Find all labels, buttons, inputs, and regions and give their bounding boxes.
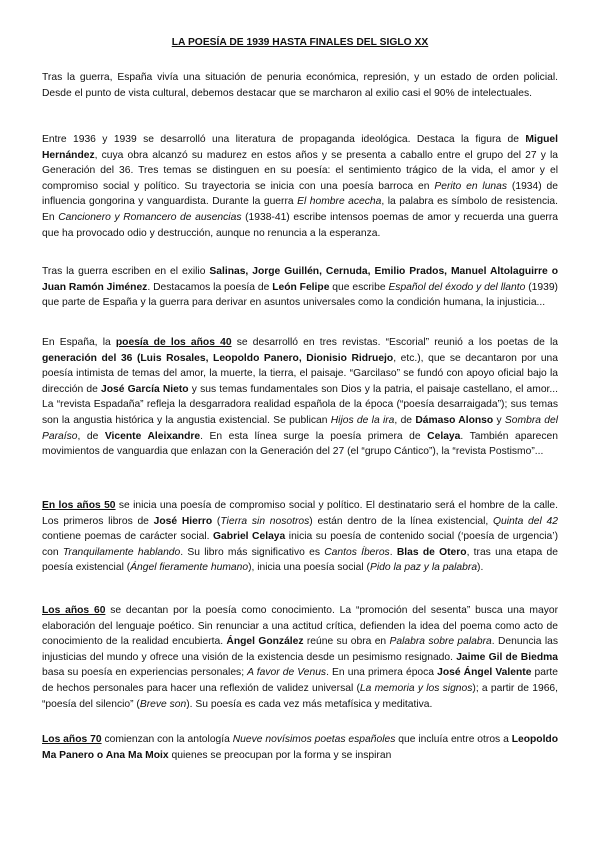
book-title: Nueve novísimos poetas españoles [232, 734, 396, 745]
book-title: Hijos de la ira [330, 414, 395, 426]
text: , de [394, 414, 416, 426]
author-name: José García Nieto [101, 383, 189, 395]
book-title: La memoria y los signos [359, 682, 473, 694]
text: basa su poesía en experiencias personales; [42, 667, 248, 679]
text: . También aparecen movimientos de vanguardia que enlazan con la Generación del 27 (el “grupo Cántico”), la “revista Postismo”... [42, 430, 558, 458]
author-name: José Hierro [153, 515, 213, 527]
author-names: generación del 36 (Luis Rosales, Leopoldo Panero, Dionisio Ridruejo [42, 352, 394, 364]
text: ). [477, 562, 484, 574]
text: , cuya obra alcanzó su madurez en estos años y se presenta a caballo entre el grupo del 27 y la Generación del 36. Tres temas se distinguen en su poesía: el sentimiento trágico de la vida, el amor y el compromiso social y político. Su trayectoria se inicia con una poesía barroca en [42, 149, 558, 192]
text: , tras una etapa de poesía existencial ( [42, 546, 558, 574]
text: ), inicia una poesía social ( [248, 562, 370, 574]
text: En España, la [42, 337, 116, 348]
paragraph-forties [42, 335, 558, 460]
book-title: Breve son [139, 698, 187, 710]
text: y sus temas fundamentales son Dios y la patria, el paisaje castellano, el amor... La “revista Espadaña” refleja la desgarradora realidad española de la época (“poesía desarraigada”); sus temas son la angustia histórica y la angustia existencial. Se publican [42, 383, 559, 426]
book-title: A favor de Venus [247, 667, 327, 679]
text: , la palabra es símbolo de resistencia. En [42, 196, 558, 223]
text: . En una primera época [326, 667, 438, 679]
text: que incluía entre otros a [395, 734, 512, 745]
text: . Denuncia las injusticias del mundo y ofrece una visión de la existencia desde un pesimismo resignado. [42, 636, 558, 663]
section-heading-text: poesía de los años 40 [115, 337, 232, 348]
text: ( [212, 515, 221, 527]
text: y [493, 414, 505, 426]
book-title: Palabra sobre palabra [389, 636, 492, 648]
author-name: León Felipe [272, 281, 330, 293]
book-title: Español del éxodo y del llanto [388, 281, 526, 293]
book-title: Tranquilamente hablando [62, 546, 181, 558]
author-name: Vicente Aleixandre [104, 430, 201, 442]
book-title: Quinta del 42 [492, 515, 558, 527]
text: (1939) que parte de España y la guerra para derivar en asuntos universales como la condición humana, la injusticia... [42, 281, 558, 309]
section-heading-text: Los años 70 [42, 734, 102, 745]
text: Entre 1936 y 1939 se desarrolló una literatura de propaganda ideológica. Destaca la figura de [42, 134, 526, 145]
text: quienes se preocupan por la forma y se inspiran [168, 749, 392, 761]
paragraph-seventies [42, 732, 558, 763]
book-title: Tierra sin nosotros [220, 515, 310, 527]
book-title: Sombra del Paraíso [42, 414, 559, 442]
paragraph-sixties [42, 603, 558, 712]
book-title: Cancionero y Romancero de ausencias [58, 211, 242, 223]
author-name: Ángel González [226, 636, 304, 648]
text: . Destacamos la poesía de [147, 281, 273, 293]
text: . [389, 546, 397, 558]
book-title: Pido la paz y la palabra [370, 562, 478, 574]
text: se desarrolló en tres revistas. “Escorial” reunió a los poetas de la [231, 337, 558, 348]
paragraph-miguel-hernandez [42, 132, 558, 241]
author-name: Miguel Hernández [42, 134, 558, 161]
author-name: José Ángel Valente [437, 667, 532, 679]
author-name: Jaime Gil de Biedma [456, 651, 558, 663]
section-heading [42, 734, 102, 745]
section-heading [116, 337, 232, 348]
section-heading-text: En los años 50 [42, 500, 116, 511]
text: se inicia una poesía de compromiso social y político. El destinatario será el hombre de la calle. Los primeros libros de [42, 500, 558, 527]
section-heading-text: Los años 60 [42, 605, 106, 616]
author-name: Celaya [427, 430, 461, 442]
author-names: Salinas, Jorge Guillén, Cernuda, Emilio Prados, Manuel Altolaguirre o Juan Ramón Jiménez [42, 266, 559, 293]
text: Tras la guerra, España vivía una situación de penuria económica, represión, y un estado de orden policial. Desde el punto de vista cultural, debemos destacar que se marcharon al exilio casi el 90% de intelectuales. [42, 72, 558, 99]
book-title: Cantos Íberos [324, 546, 390, 558]
text: parte de hechos personales para hacer una reflexión de validez universal ( [42, 667, 558, 694]
text: contiene poemas de carácter social. [42, 531, 214, 543]
text: que escribe [329, 281, 389, 293]
text: Tras la guerra escriben en el exilio [42, 266, 210, 277]
text: (1934) de influencia gongorina y vanguardista. Durante la guerra [42, 180, 558, 208]
author-name: Dámaso Alonso [415, 414, 494, 426]
text: , de [77, 430, 105, 442]
text: . Su libro más significativo es [180, 546, 325, 558]
text: se decantan por la poesía como conocimiento. La “promoción del sesenta” busca una mayor elaboración del lenguaje poético. Sin renunciar a una actitud crítica, defienden la idea del poema como acto de conocimiento de la realidad encubierta. [42, 605, 558, 648]
section-heading [42, 500, 116, 511]
text: ); a partir de 1966, “poesía del silencio” ( [42, 682, 559, 710]
text: . En esta línea surge la poesía primera de [200, 430, 428, 442]
book-title: Ángel fieramente humano [130, 562, 249, 574]
text: inicia su poesía de contenido social (‘poesía de urgencia’) con [42, 531, 559, 558]
text: ) están dentro de la línea existencial, [309, 515, 493, 527]
author-name: Gabriel Celaya [213, 531, 286, 543]
text: (1938-41) escribe intensos poemas de amor y recuerda una guerra que ha provocado odio y destrucción, aunque no renuncia a la esperanza. [42, 211, 558, 239]
text: comienzan con la antología [101, 734, 233, 745]
text: reúne su obra en [303, 636, 390, 648]
paragraph-postwar-context [42, 70, 558, 101]
book-title: El hombre acecha [297, 196, 382, 208]
page-title: LA POESÍA DE 1939 HASTA FINALES DEL SIGLO XX [171, 37, 429, 48]
paragraph-fifties [42, 498, 558, 576]
text: , etc.), que se decantaron por una poesía intimista de temas del amor, la muerte, la tierra, el paisaje. “Garcilaso” se fundó con apoyo oficial bajo la dirección de [42, 352, 558, 395]
author-name: Blas de Otero [396, 546, 467, 558]
book-title: Perito en lunas [434, 180, 508, 192]
text: ). Su poesía es cada vez más metafísica y meditativa. [186, 698, 433, 710]
section-heading [42, 605, 105, 616]
paragraph-exile [42, 264, 558, 311]
author-names: Leopoldo Ma Panero o Ana Ma Moix [42, 734, 559, 761]
